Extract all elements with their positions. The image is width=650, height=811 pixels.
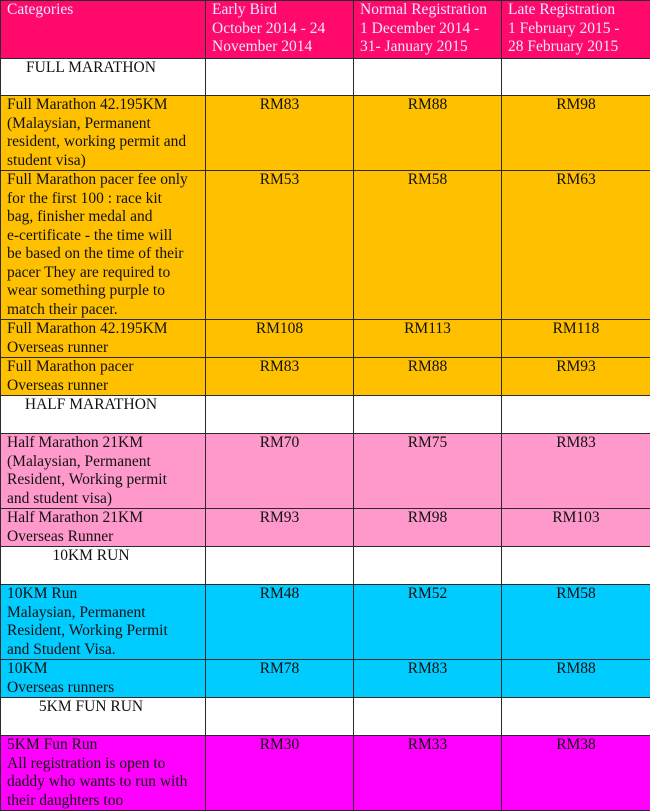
category-line: 10KM xyxy=(7,660,199,679)
category-line: (Malaysian, Permanent xyxy=(7,453,199,472)
category-line: bag, finisher medal and xyxy=(7,208,199,227)
table-row xyxy=(1,509,650,547)
table-row xyxy=(1,434,650,509)
price-normal: RM75 xyxy=(354,434,502,509)
category-line: Full Marathon 42.195KM xyxy=(7,320,199,339)
empty-cell xyxy=(206,59,354,96)
price-late: RM118 xyxy=(502,320,650,358)
header-early-bird-line: November 2014 xyxy=(212,38,347,57)
price-early-bird: RM93 xyxy=(206,509,354,547)
category-line: for the first 100 : race kit xyxy=(7,190,199,209)
category-cell xyxy=(1,96,206,171)
category-line: Full Marathon pacer fee only xyxy=(7,171,199,190)
section-row-10km xyxy=(1,547,650,585)
empty-cell xyxy=(206,547,354,585)
category-line: their daughters too xyxy=(7,792,199,811)
header-early-bird xyxy=(206,1,354,59)
price-late: RM88 xyxy=(502,660,650,698)
empty-cell xyxy=(206,698,354,736)
category-line: Full Marathon pacer xyxy=(7,358,199,377)
empty-cell xyxy=(502,698,650,736)
price-early-bird: RM30 xyxy=(206,736,354,811)
category-line: pacer They are required to xyxy=(7,264,199,283)
price-late: RM103 xyxy=(502,509,650,547)
category-line: e-certificate - the time will xyxy=(7,227,199,246)
header-late-line: 1 February 2015 - xyxy=(508,20,644,39)
empty-cell xyxy=(502,396,650,434)
category-line: Overseas runner xyxy=(7,377,199,396)
price-normal: RM33 xyxy=(354,736,502,811)
category-line: 10KM Run xyxy=(7,585,199,604)
price-early-bird: RM83 xyxy=(206,96,354,171)
category-cell xyxy=(1,320,206,358)
price-normal: RM83 xyxy=(354,660,502,698)
header-early-bird-line: Early Bird xyxy=(212,1,347,20)
category-cell xyxy=(1,434,206,509)
table-row xyxy=(1,320,650,358)
category-line: Overseas Runner xyxy=(7,528,199,547)
category-line: be based on the time of their xyxy=(7,245,199,264)
category-cell xyxy=(1,358,206,396)
price-early-bird: RM108 xyxy=(206,320,354,358)
category-cell xyxy=(1,736,206,811)
price-normal: RM88 xyxy=(354,96,502,171)
section-row-5km xyxy=(1,698,650,736)
price-late: RM58 xyxy=(502,585,650,660)
category-line: resident, working permit and xyxy=(7,133,199,152)
header-late-line: Late Registration xyxy=(508,1,644,20)
category-line: daddy who wants to run with xyxy=(7,773,199,792)
table-row xyxy=(1,736,650,811)
section-title: 5KM FUN RUN xyxy=(1,698,206,736)
category-line: Overseas runners xyxy=(7,679,199,698)
category-cell xyxy=(1,660,206,698)
empty-cell xyxy=(502,547,650,585)
table-row xyxy=(1,585,650,660)
header-late-registration xyxy=(502,1,650,59)
category-line: and Student Visa. xyxy=(7,641,199,660)
table-header-row xyxy=(1,1,650,59)
category-line: Half Marathon 21KM xyxy=(7,434,199,453)
category-cell xyxy=(1,585,206,660)
price-late: RM98 xyxy=(502,96,650,171)
price-normal: RM113 xyxy=(354,320,502,358)
empty-cell xyxy=(354,396,502,434)
header-normal-line: Normal Registration xyxy=(360,1,495,20)
header-categories: Categories xyxy=(1,1,206,59)
category-line: Half Marathon 21KM xyxy=(7,509,199,528)
price-normal: RM88 xyxy=(354,358,502,396)
category-line: Resident, Working Permit xyxy=(7,622,199,641)
section-row-full-marathon xyxy=(1,59,650,96)
table-row xyxy=(1,171,650,320)
price-late: RM83 xyxy=(502,434,650,509)
section-title: HALF MARATHON xyxy=(1,396,206,434)
price-normal: RM58 xyxy=(354,171,502,320)
section-title: 10KM RUN xyxy=(1,547,206,585)
table-row xyxy=(1,96,650,171)
section-row-half-marathon xyxy=(1,396,650,434)
empty-cell xyxy=(502,59,650,96)
empty-cell xyxy=(354,547,502,585)
category-line: Overseas runner xyxy=(7,339,199,358)
price-late: RM63 xyxy=(502,171,650,320)
header-early-bird-line: October 2014 - 24 xyxy=(212,20,347,39)
table-row xyxy=(1,358,650,396)
category-line: All registration is open to xyxy=(7,755,199,774)
category-cell xyxy=(1,171,206,320)
header-normal-line: 31- January 2015 xyxy=(360,38,495,57)
category-line: match their pacer. xyxy=(7,301,199,320)
category-line: Resident, Working permit xyxy=(7,471,199,490)
header-normal-registration xyxy=(354,1,502,59)
category-cell xyxy=(1,509,206,547)
empty-cell xyxy=(354,698,502,736)
table-row xyxy=(1,660,650,698)
price-late: RM38 xyxy=(502,736,650,811)
category-line: and student visa) xyxy=(7,490,199,509)
price-normal: RM98 xyxy=(354,509,502,547)
price-early-bird: RM83 xyxy=(206,358,354,396)
header-late-line: 28 February 2015 xyxy=(508,38,644,57)
category-line: wear something purple to xyxy=(7,282,199,301)
category-line: Malaysian, Permanent xyxy=(7,604,199,623)
empty-cell xyxy=(354,59,502,96)
category-line: Full Marathon 42.195KM xyxy=(7,96,199,115)
category-line: student visa) xyxy=(7,152,199,171)
price-late: RM93 xyxy=(502,358,650,396)
empty-cell xyxy=(206,396,354,434)
price-early-bird: RM78 xyxy=(206,660,354,698)
price-normal: RM52 xyxy=(354,585,502,660)
price-early-bird: RM53 xyxy=(206,171,354,320)
price-early-bird: RM48 xyxy=(206,585,354,660)
price-early-bird: RM70 xyxy=(206,434,354,509)
header-normal-line: 1 December 2014 - xyxy=(360,20,495,39)
category-line: (Malaysian, Permanent xyxy=(7,115,199,134)
category-line: 5KM Fun Run xyxy=(7,736,199,755)
section-title: FULL MARATHON xyxy=(1,59,206,96)
